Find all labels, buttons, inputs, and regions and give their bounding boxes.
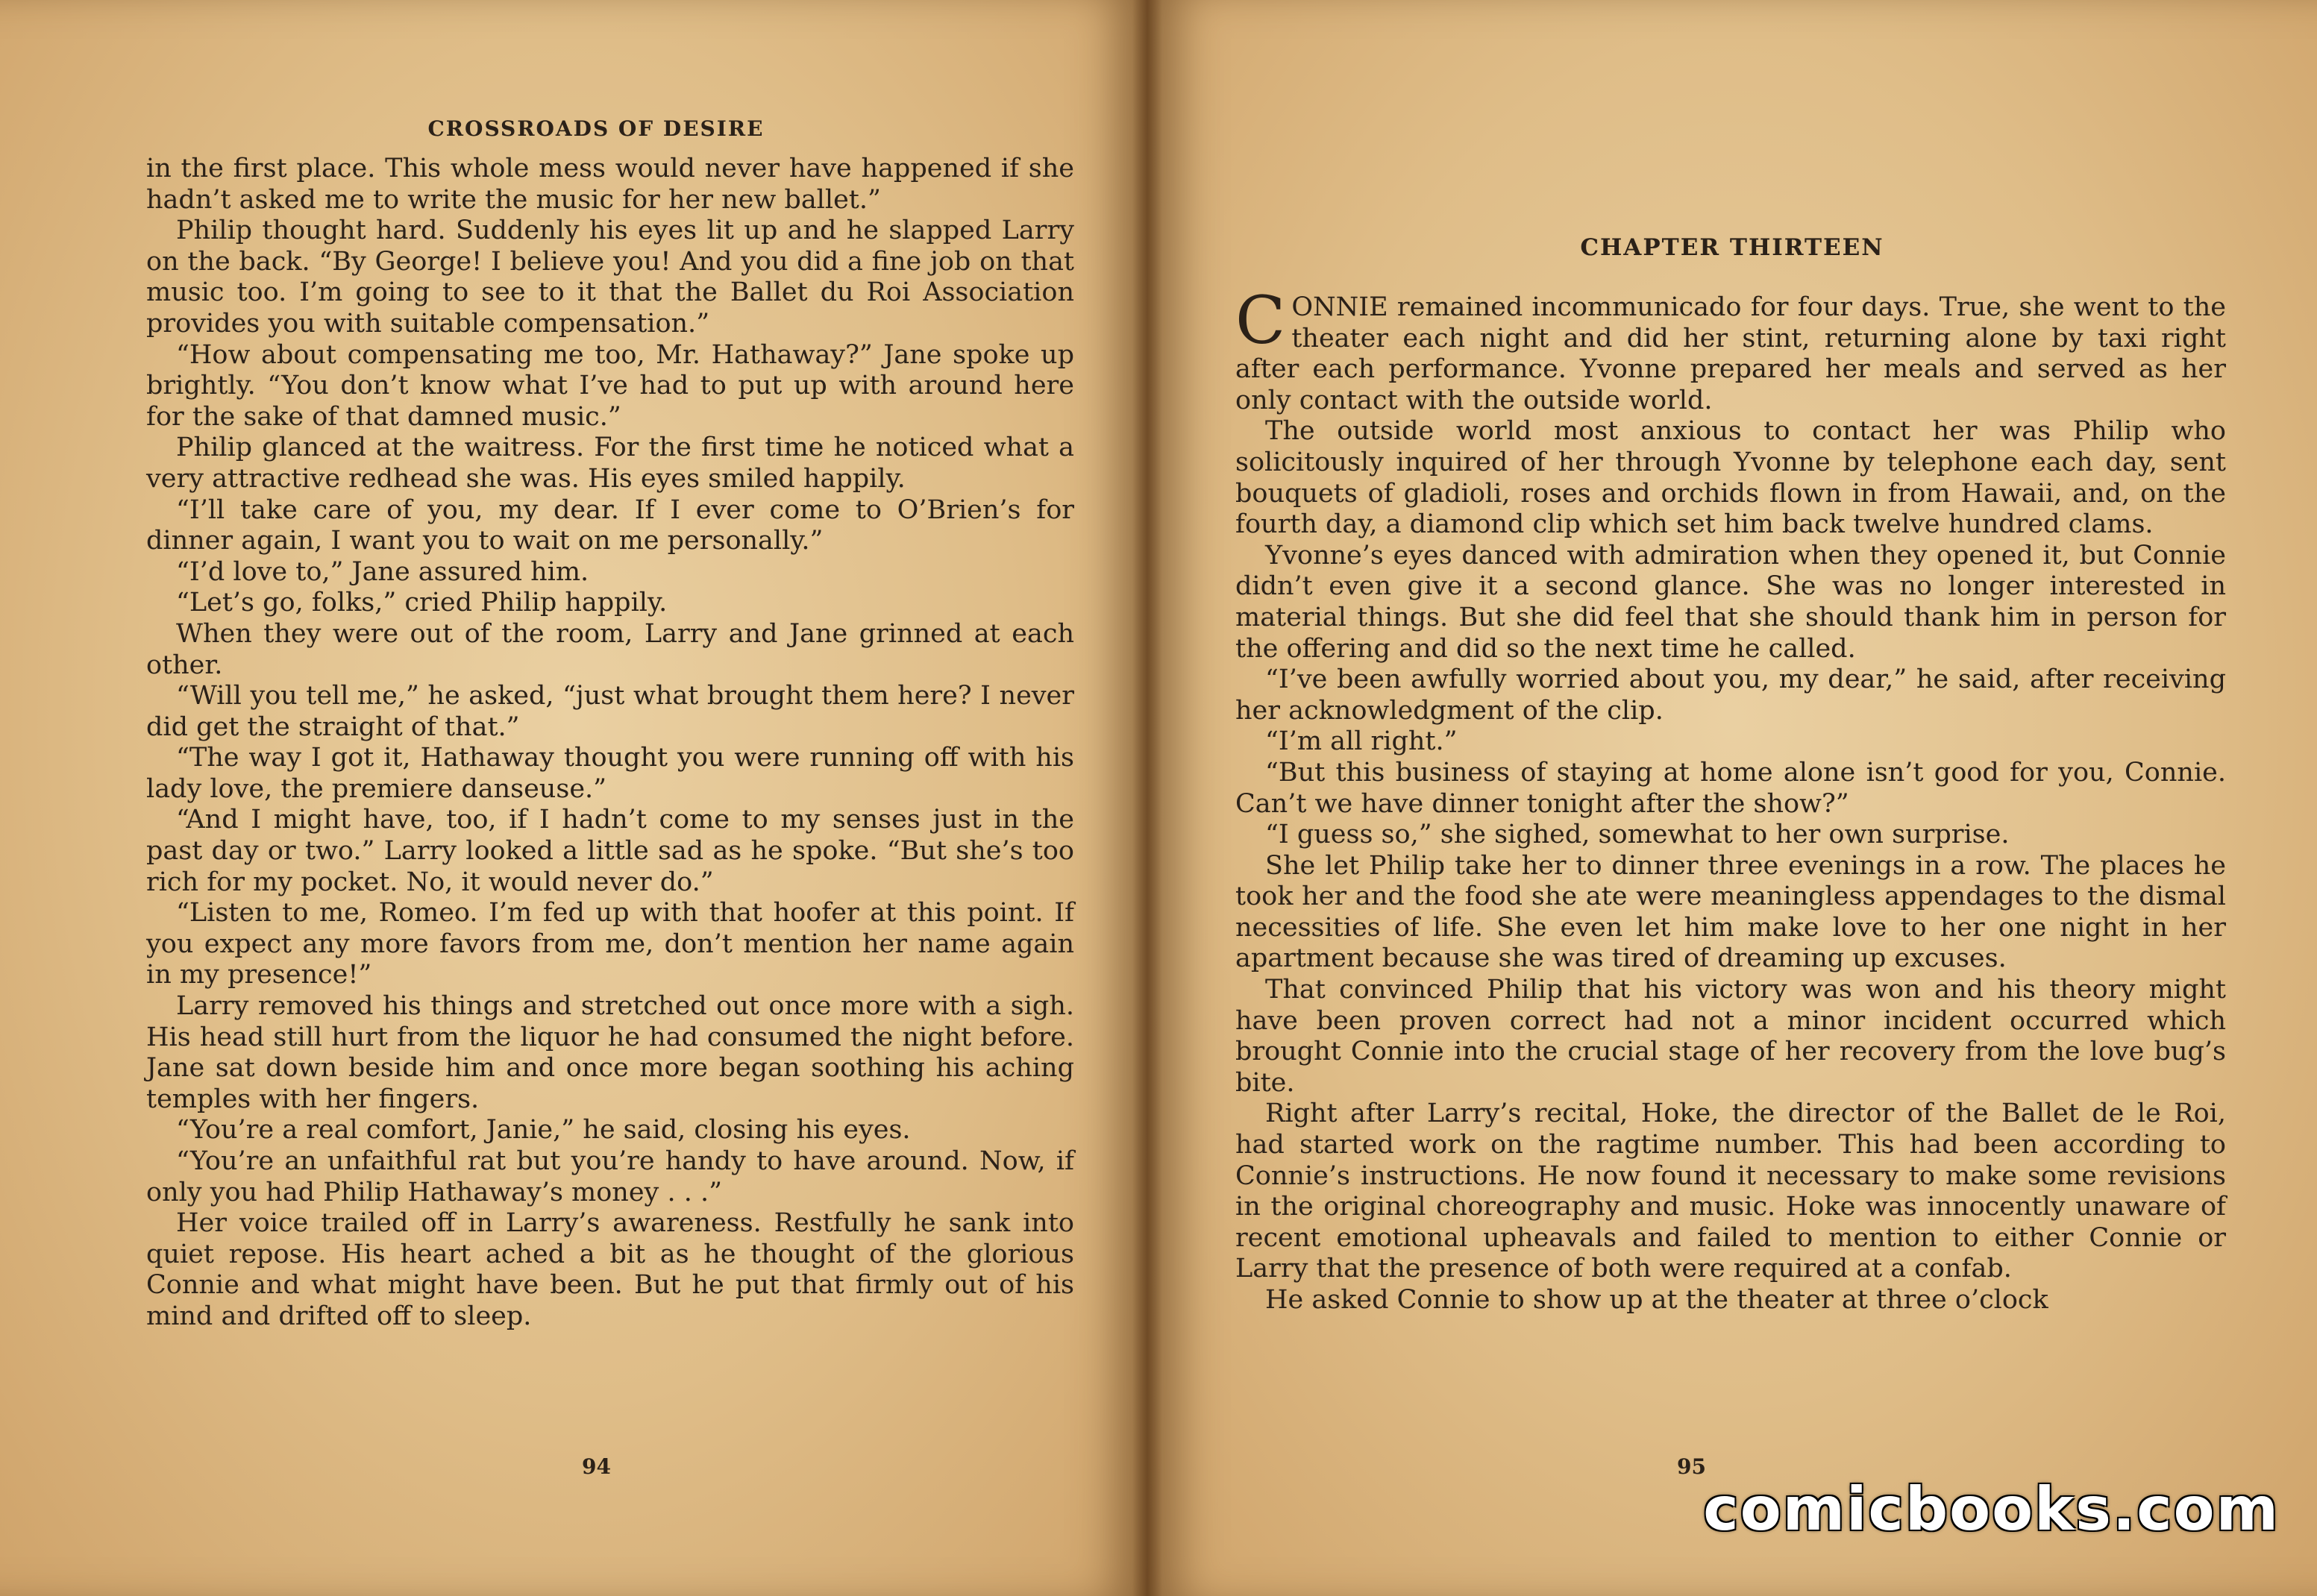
paragraph: “Will you tell me,” he asked, “just what brought them here? I never did get the straight of that.” xyxy=(146,681,1074,742)
book-gutter xyxy=(1132,0,1162,1596)
drop-cap: C xyxy=(1235,282,1286,359)
right-page-text xyxy=(1235,282,2226,1316)
paragraph: “But this business of staying at home alone isn’t good for you, Connie. Can’t we have dinner tonight after the show?” xyxy=(1235,757,2226,819)
paragraph: He asked Connie to show up at the theater at three o’clock xyxy=(1265,1285,2048,1315)
paragraph: in the first place. This whole mess would never have happened if she hadn’t asked me to write the music for her new ballet.” xyxy=(146,154,1074,215)
paragraph: “How about compensating me too, Mr. Hathaway?” Jane spoke up brightly. “You don’t know what I’ve had to put up with around here for the sake of that damned music.” xyxy=(146,339,1074,432)
paragraph: She let Philip take her to dinner three evenings in a row. The places he took her and the food she ate were meaningless appendages to the dismal necessities of life. She even let him make love to her one night in her apartment because she was tired of dreaming up excuses. xyxy=(1235,850,2226,974)
paragraph: “I’ve been awfully worried about you, my dear,” he said, after receiving her acknowledgment of the clip. xyxy=(1235,665,2226,726)
paragraph: “I’d love to,” Jane assured him. xyxy=(176,556,589,587)
paragraph: Philip thought hard. Suddenly his eyes lit up and he slapped Larry on the back. “By George! I believe you! And you did a fine job on that music too. I’m going to see to it that the Ballet du Roi Association provides you with suitable compensation.” xyxy=(146,216,1074,339)
paragraph: “I’m all right.” xyxy=(1265,726,1458,757)
paragraph: Larry removed his things and stretched out once more with a sigh. His head still hurt from the liquor he had consumed the night before. Jane sat down beside him and once more began soothing his aching temples with her fingers. xyxy=(146,991,1074,1114)
paragraph: Yvonne’s eyes danced with admiration when they opened it, but Connie didn’t even give it a second glance. She was no longer interested in material things. But she did feel that she should thank him in person for the offering and did so the next time he called. xyxy=(1235,540,2226,664)
running-head: CROSSROADS OF DESIRE xyxy=(427,116,765,141)
paragraph: “Let’s go, folks,” cried Philip happily. xyxy=(176,588,668,618)
paragraph: That convinced Philip that his victory was won and his theory might have been proven correct had not a minor incident occurred which brought Connie into the crucial stage of her recovery from the love bug’s bite. xyxy=(1235,975,2226,1098)
paragraph: “I’ll take care of you, my dear. If I ever come to O’Brien’s for dinner again, I want you to wait on me personally.” xyxy=(146,494,1074,556)
page-number: 94 xyxy=(582,1454,611,1479)
right-page xyxy=(1147,0,2317,1596)
paragraph: When they were out of the room, Larry and Jane grinned at each other. xyxy=(146,618,1074,680)
left-page xyxy=(0,0,1147,1596)
paragraph: “I guess so,” she sighed, somewhat to her own surprise. xyxy=(1265,820,2010,850)
paragraph: Her voice trailed off in Larry’s awareness. Restfully he sank into quiet repose. His heart ached a bit as he thought of the glorious Connie and what might have been. But he put that firmly out of his mind and drifted off to sleep. xyxy=(146,1208,1074,1331)
paragraph: Right after Larry’s recital, Hoke, the director of the Ballet de le Roi, had started work on the ragtime number. This had been according to Connie’s instructions. He now found it necessary to make some revisions in the original choreography and music. Hoke was innocently unaware of recent emotional upheavals and failed to mention to either Connie or Larry that the presence of both were required at a confab. xyxy=(1235,1099,2226,1284)
page-number: 95 xyxy=(1677,1454,1706,1479)
paragraph: “Listen to me, Romeo. I’m fed up with that hoofer at this point. If you expect any more favors from me, don’t mention her name again in my presence!” xyxy=(146,898,1074,990)
site-watermark: comicbooks.com xyxy=(1703,1474,2280,1544)
paragraph: “And I might have, too, if I hadn’t come to my senses just in the past day or two.” Larry looked a little sad as he spoke. “But she’s too rich for my pocket. No, it would never do.” xyxy=(146,805,1074,897)
paragraph: “You’re a real comfort, Janie,” he said, closing his eyes. xyxy=(176,1115,911,1146)
paragraph: “The way I got it, Hathaway thought you were running off with his lady love, the premiere danseuse.” xyxy=(146,743,1074,804)
chapter-title: CHAPTER THIRTEEN xyxy=(1580,234,1884,261)
paragraph: Philip glanced at the waitress. For the first time he noticed what a very attractive redhead she was. His eyes smiled happily. xyxy=(146,433,1074,494)
opening-paragraph xyxy=(1235,282,2226,416)
paragraph: The outside world most anxious to contact her was Philip who solicitously inquired of her through Yvonne by telephone each day, sent bouquets of gladioli, roses and orchids flown in from Hawaii, and, on the fourth day, a diamond clip which set him back twelve hundred clams. xyxy=(1235,416,2226,540)
left-page-text xyxy=(146,154,1074,1333)
opening-paragraph-text: ONNIE remained incommunicado for four days. True, she went to the theater each night and did her stint, returning alone by taxi right after each performance. Yvonne prepared her meals and served as her only contact with the outside world. xyxy=(1235,292,2226,415)
paragraph: “You’re an unfaithful rat but you’re handy to have around. Now, if only you had Philip Hathaway’s money . . .” xyxy=(146,1146,1074,1207)
